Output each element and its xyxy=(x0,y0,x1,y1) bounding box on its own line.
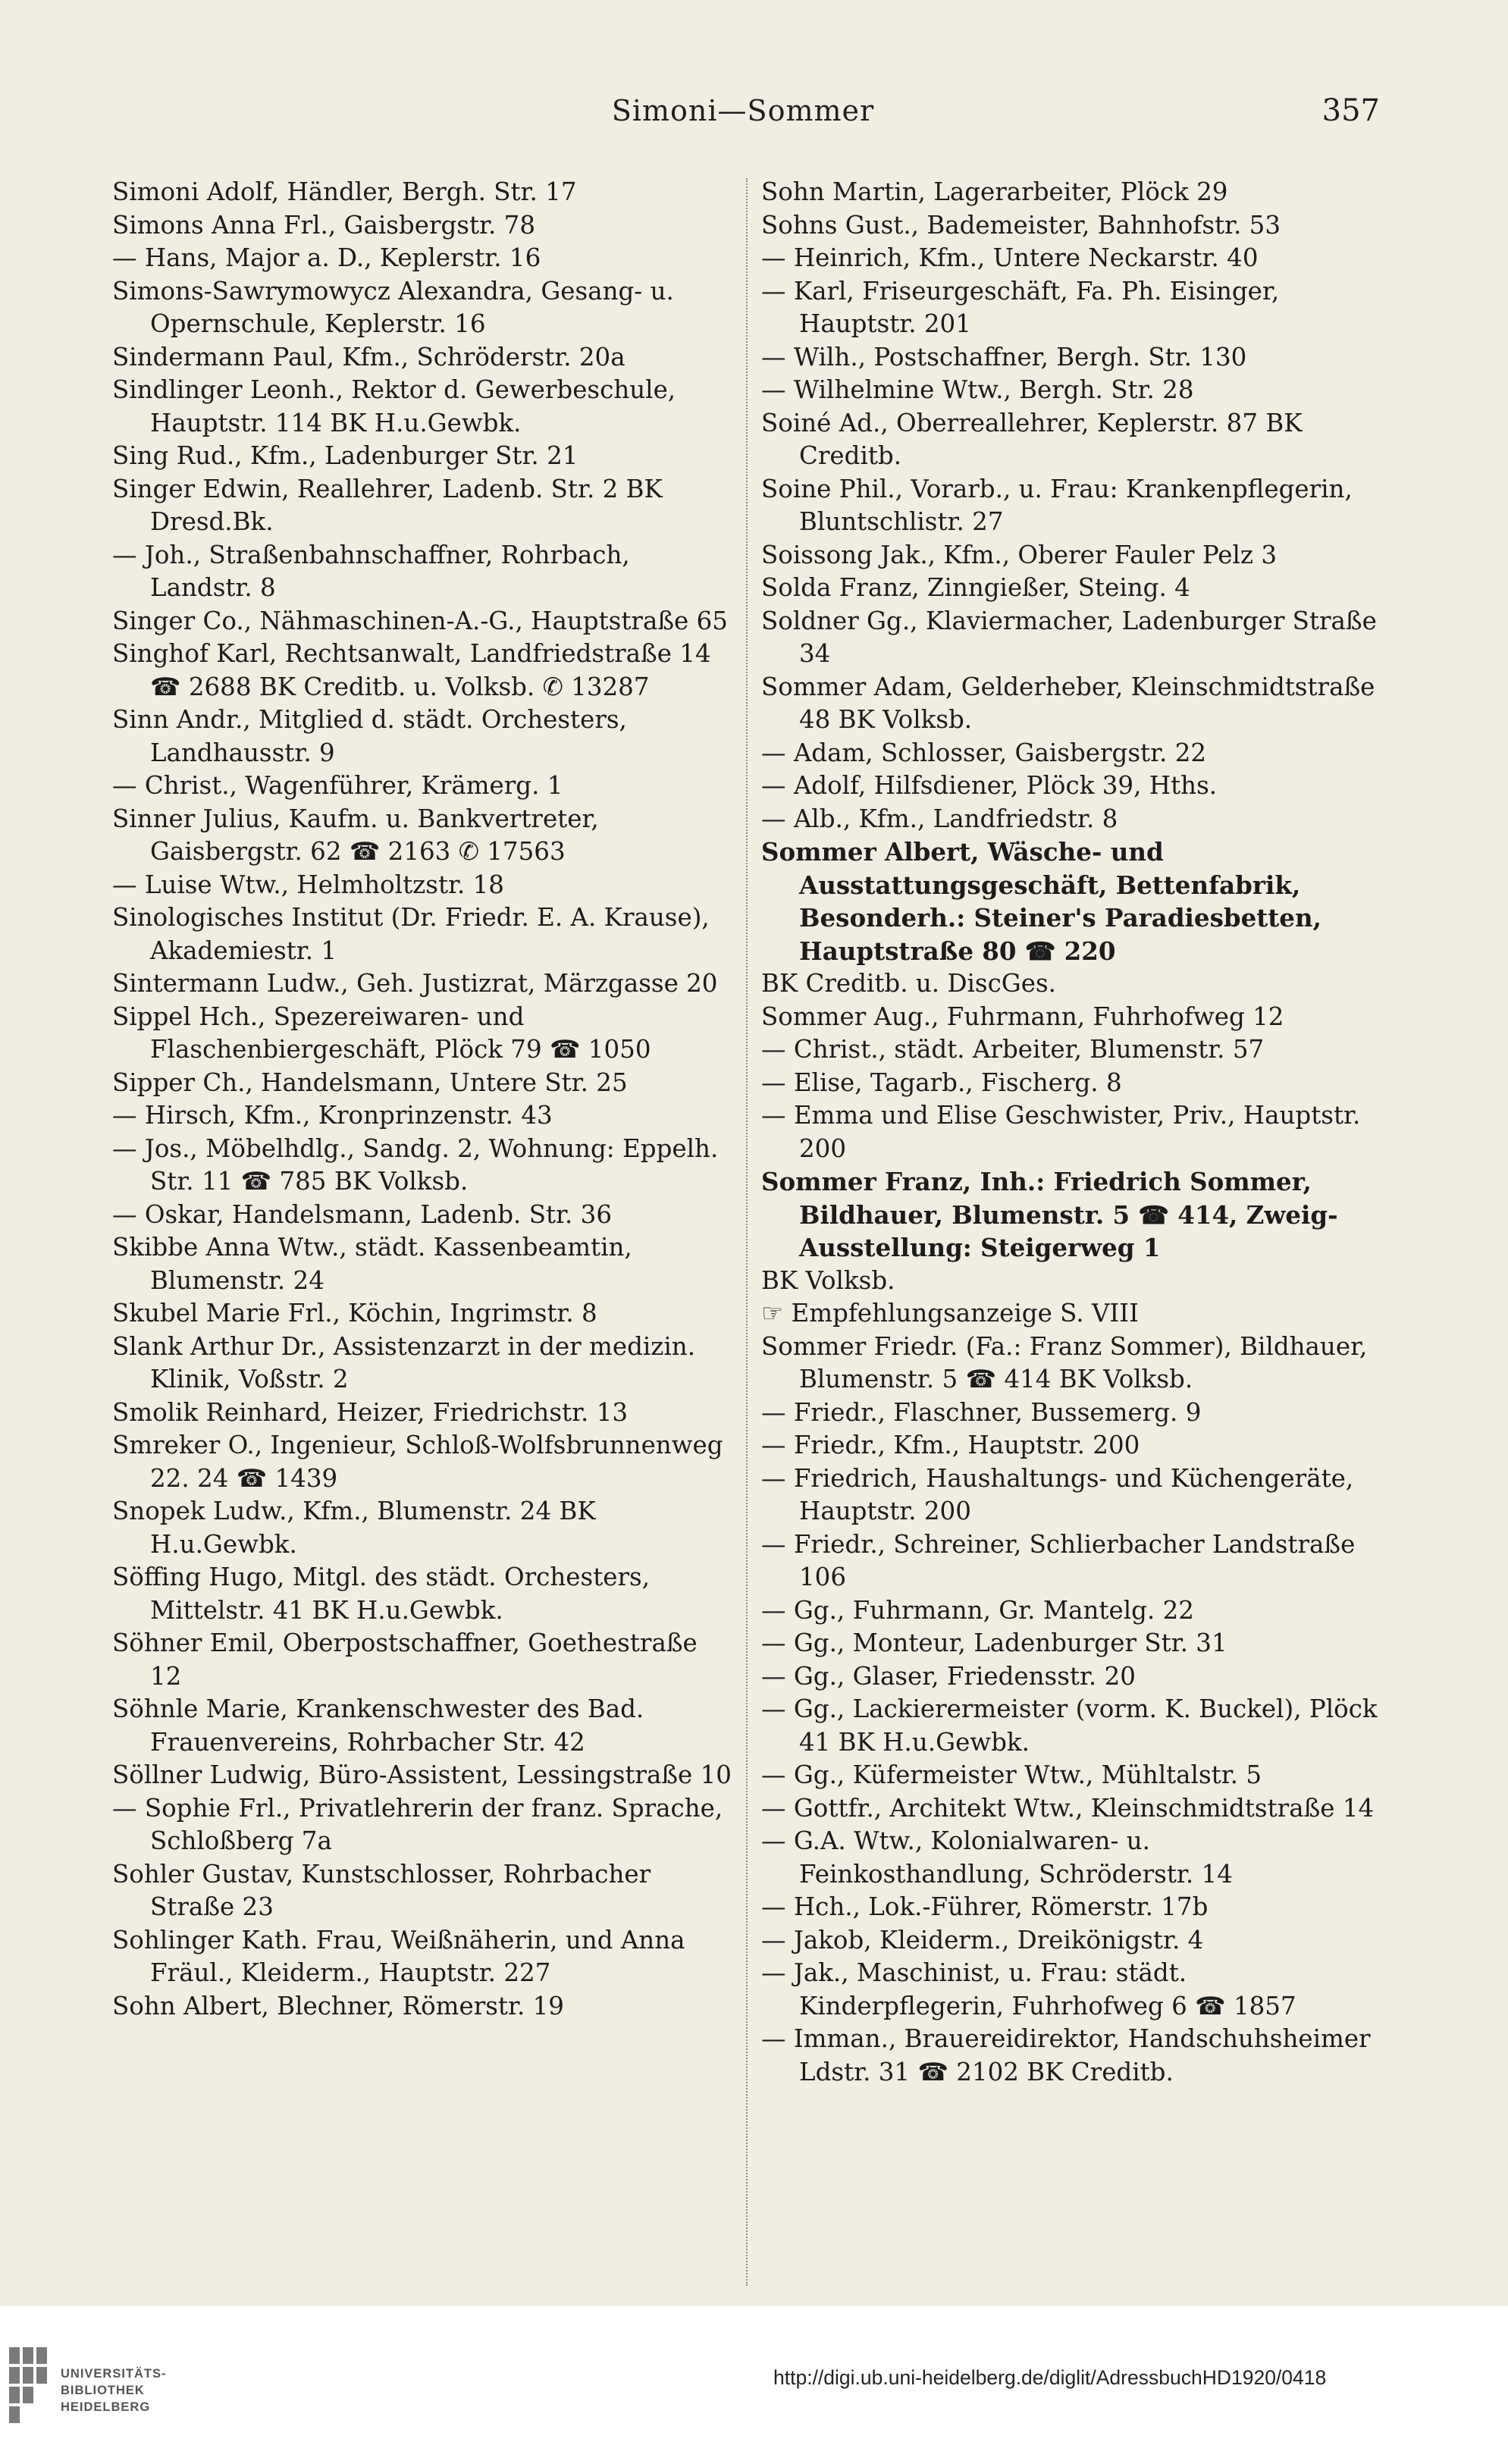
directory-entry: Söhnle Marie, Krankenschwester des Bad. Frauenvereins, Rohrbacher Str. 42 xyxy=(112,1694,644,1757)
directory-entry: — Sophie Frl., Privatlehrerin der franz. Sprache, Schloßberg 7a xyxy=(112,1793,723,1855)
directory-entry: Sommer Albert, Wäsche- und Ausstattungsgeschäft, Bettenfabrik, Besonderh.: Steiner's Paradiesbetten, Hauptstraße 80 ☎ 220 xyxy=(761,837,1321,966)
directory-entry: — Adolf, Hilfsdiener, Plöck 39, Hths. xyxy=(761,771,1218,800)
directory-entry: Söhner Emil, Oberpostschaffner, Goethestraße 12 xyxy=(112,1629,698,1691)
directory-entry: Sohn Albert, Blechner, Römerstr. 19 xyxy=(112,1991,564,2020)
directory-entry: — Jak., Maschinist, u. Frau: städt. Kinderpflegerin, Fuhrhofweg 6 ☎ 1857 xyxy=(761,1958,1296,2020)
directory-entry: Sipper Ch., Handelsmann, Untere Str. 25 xyxy=(112,1067,628,1097)
logo-text-line-1: UNIVERSITÄTS- xyxy=(61,2367,167,2381)
directory-entry: Skibbe Anna Wtw., städt. Kassenbeamtin, Blumenstr. 24 xyxy=(112,1233,632,1295)
directory-entry: Skubel Marie Frl., Köchin, Ingrimstr. 8 xyxy=(112,1299,597,1328)
directory-entry: Snopek Ludw., Kfm., Blumenstr. 24 BK H.u.Gewbk. xyxy=(112,1497,596,1559)
directory-entry: Sohn Martin, Lagerarbeiter, Plöck 29 xyxy=(761,177,1228,206)
directory-entry: BK Creditb. u. DiscGes. xyxy=(761,969,1056,998)
directory-entry: Sohns Gust., Bademeister, Bahnhofstr. 53 xyxy=(761,210,1281,240)
running-title: Simoni—Sommer xyxy=(611,94,875,127)
left-column xyxy=(112,176,735,2023)
directory-entry: Sommer Friedr. (Fa.: Franz Sommer), Bildhauer, Blumenstr. 5 ☎ 414 BK Volksb. xyxy=(761,1331,1368,1393)
directory-entry: Sindlinger Leonh., Rektor d. Gewerbeschule, Hauptstr. 114 BK H.u.Gewbk. xyxy=(112,375,676,437)
source-url-link[interactable]: http://digi.ub.uni-heidelberg.de/diglit/AdressbuchHD1920/0418 xyxy=(773,2366,1327,2389)
directory-entry: Sippel Hch., Spezereiwaren- und Flaschenbiergeschäft, Plöck 79 ☎ 1050 xyxy=(112,1002,651,1064)
directory-entry: BK Volksb. xyxy=(761,1265,895,1295)
directory-entry: ☞ Empfehlungsanzeige S. VIII xyxy=(761,1299,1139,1328)
directory-entry: Sinn Andr., Mitglied d. städt. Orchesters, Landhausstr. 9 xyxy=(112,705,627,767)
directory-entry: — Gg., Glaser, Friedensstr. 20 xyxy=(761,1661,1136,1691)
directory-entry: Sommer Aug., Fuhrmann, Fuhrhofweg 12 xyxy=(761,1002,1284,1031)
directory-entry: — Imman., Brauereidirektor, Handschuhsheimer Ldstr. 31 ☎ 2102 BK Creditb. xyxy=(761,2024,1371,2086)
directory-entry: — Friedr., Kfm., Hauptstr. 200 xyxy=(761,1431,1140,1459)
directory-entry: Sing Rud., Kfm., Ladenburger Str. 21 xyxy=(112,441,578,470)
directory-entry: Sommer Franz, Inh.: Friedrich Sommer, Bildhauer, Blumenstr. 5 ☎ 414, Zweig-Ausstellung: Steigerweg 1 xyxy=(761,1167,1338,1262)
directory-entry: — Gg., Fuhrmann, Gr. Mantelg. 22 xyxy=(761,1595,1194,1625)
directory-entry: Sintermann Ludw., Geh. Justizrat, Märzgasse 20 xyxy=(112,969,718,998)
directory-entry: — Oskar, Handelsmann, Ladenb. Str. 36 xyxy=(112,1199,613,1229)
directory-entry: Soldner Gg., Klaviermacher, Ladenburger Straße 34 xyxy=(761,606,1377,668)
directory-entry: — Gg., Monteur, Ladenburger Str. 31 xyxy=(761,1629,1227,1657)
directory-entry: — Friedr., Schreiner, Schlierbacher Landstraße 106 xyxy=(761,1529,1356,1591)
column-divider xyxy=(746,178,748,2286)
directory-entry: — Jakob, Kleiderm., Dreikönigstr. 4 xyxy=(761,1925,1204,1955)
directory-entry: Smolik Reinhard, Heizer, Friedrichstr. 13 xyxy=(112,1397,629,1427)
directory-entry: Soiné Ad., Oberreallehrer, Keplerstr. 87 BK Creditb. xyxy=(761,408,1303,470)
directory-entry: — Gottfr., Architekt Wtw., Kleinschmidtstraße 14 xyxy=(761,1793,1375,1823)
directory-entry: — Hch., Lok.-Führer, Römerstr. 17b xyxy=(761,1892,1209,1921)
directory-entry: Sinologisches Institut (Dr. Friedr. E. A. Krause), Akademiestr. 1 xyxy=(112,903,710,965)
directory-entry: Sindermann Paul, Kfm., Schröderstr. 20a xyxy=(112,342,625,371)
directory-entry: — Christ., städt. Arbeiter, Blumenstr. 57 xyxy=(761,1035,1265,1064)
page-number: 357 xyxy=(1321,93,1380,128)
logo-text-line-3: HEIDELBERG xyxy=(61,2400,151,2414)
directory-entry: Smreker O., Ingenieur, Schloß-Wolfsbrunnenweg 22. 24 ☎ 1439 xyxy=(112,1431,723,1493)
directory-entry: Simons-Sawrymowycz Alexandra, Gesang- u. Opernschule, Keplerstr. 16 xyxy=(112,276,674,338)
library-logo xyxy=(0,2306,205,2464)
directory-entry: Sinner Julius, Kaufm. u. Bankvertreter, Gaisbergstr. 62 ☎ 2163 ✆ 17563 xyxy=(112,804,599,866)
right-column xyxy=(761,176,1379,2089)
directory-entry: — Adam, Schlosser, Gaisbergstr. 22 xyxy=(761,738,1207,767)
directory-entry: — Hirsch, Kfm., Kronprinzenstr. 43 xyxy=(112,1101,553,1130)
directory-entry: — Heinrich, Kfm., Untere Neckarstr. 40 xyxy=(761,243,1259,272)
directory-entry: — Gg., Küfermeister Wtw., Mühltalstr. 5 xyxy=(761,1760,1262,1789)
page-header xyxy=(106,89,1380,135)
directory-entry: — Karl, Friseurgeschäft, Fa. Ph. Eisinger, Hauptstr. 201 xyxy=(761,276,1280,338)
directory-entry: Söllner Ludwig, Büro-Assistent, Lessingstraße 10 xyxy=(112,1760,732,1789)
directory-entry: — Luise Wtw., Helmholtzstr. 18 xyxy=(112,870,504,899)
directory-entry: Soine Phil., Vorarb., u. Frau: Krankenpflegerin, Bluntschlistr. 27 xyxy=(761,474,1353,536)
directory-entry: — Friedr., Flaschner, Bussemerg. 9 xyxy=(761,1397,1202,1427)
directory-entry: Slank Arthur Dr., Assistenzarzt in der medizin. Klinik, Voßstr. 2 xyxy=(112,1331,696,1393)
directory-entry: — Gg., Lackierermeister (vorm. K. Buckel), Plöck 41 BK H.u.Gewbk. xyxy=(761,1694,1378,1757)
directory-entry: — Joh., Straßenbahnschaffner, Rohrbach, Landstr. 8 xyxy=(112,540,630,602)
directory-entry: — Alb., Kfm., Landfriedstr. 8 xyxy=(761,804,1118,833)
directory-entry: Singer Edwin, Reallehrer, Ladenb. Str. 2 BK Dresd.Bk. xyxy=(112,474,663,536)
directory-entry: — Jos., Möbelhdlg., Sandg. 2, Wohnung: Eppelh. Str. 11 ☎ 785 BK Volksb. xyxy=(112,1133,719,1196)
directory-entry: Sohler Gustav, Kunstschlosser, Rohrbacher Straße 23 xyxy=(112,1859,651,1921)
directory-entry: Söffing Hugo, Mitgl. des städt. Orchesters, Mittelstr. 41 BK H.u.Gewbk. xyxy=(112,1563,651,1625)
directory-entry: Soissong Jak., Kfm., Oberer Fauler Pelz 3 xyxy=(761,540,1278,569)
directory-entry: — G.A. Wtw., Kolonialwaren- u. Feinkosthandlung, Schröderstr. 14 xyxy=(761,1826,1233,1889)
logo-text-line-2: BIBLIOTHEK xyxy=(61,2384,145,2397)
directory-entry: Simons Anna Frl., Gaisbergstr. 78 xyxy=(112,210,536,240)
directory-entry: — Hans, Major a. D., Keplerstr. 16 xyxy=(112,243,541,272)
directory-entry: Singhof Karl, Rechtsanwalt, Landfriedstraße 14 ☎ 2688 BK Creditb. u. Volksb. ✆ 13287 xyxy=(112,639,711,701)
directory-entry: Sommer Adam, Gelderheber, Kleinschmidtstraße 48 BK Volksb. xyxy=(761,672,1375,734)
directory-entry: — Wilh., Postschaffner, Bergh. Str. 130 xyxy=(761,342,1247,371)
directory-entry: — Elise, Tagarb., Fischerg. 8 xyxy=(761,1067,1122,1097)
directory-entry: Solda Franz, Zinngießer, Steing. 4 xyxy=(761,573,1190,602)
directory-entry: — Wilhelmine Wtw., Bergh. Str. 28 xyxy=(761,375,1194,404)
library-emblem-icon xyxy=(8,2344,49,2428)
directory-entry: — Christ., Wagenführer, Krämerg. 1 xyxy=(112,771,563,800)
directory-entry: Simoni Adolf, Händler, Bergh. Str. 17 xyxy=(112,177,577,206)
page-footer xyxy=(0,2306,1508,2464)
directory-entry: Singer Co., Nähmaschinen-A.-G., Hauptstraße 65 xyxy=(112,606,728,635)
directory-entry: — Emma und Elise Geschwister, Priv., Hauptstr. 200 xyxy=(761,1101,1361,1163)
directory-entry: Sohlinger Kath. Frau, Weißnäherin, und Anna Fräul., Kleiderm., Hauptstr. 227 xyxy=(112,1925,685,1987)
directory-entry: — Friedrich, Haushaltungs- und Küchengeräte, Hauptstr. 200 xyxy=(761,1463,1354,1525)
